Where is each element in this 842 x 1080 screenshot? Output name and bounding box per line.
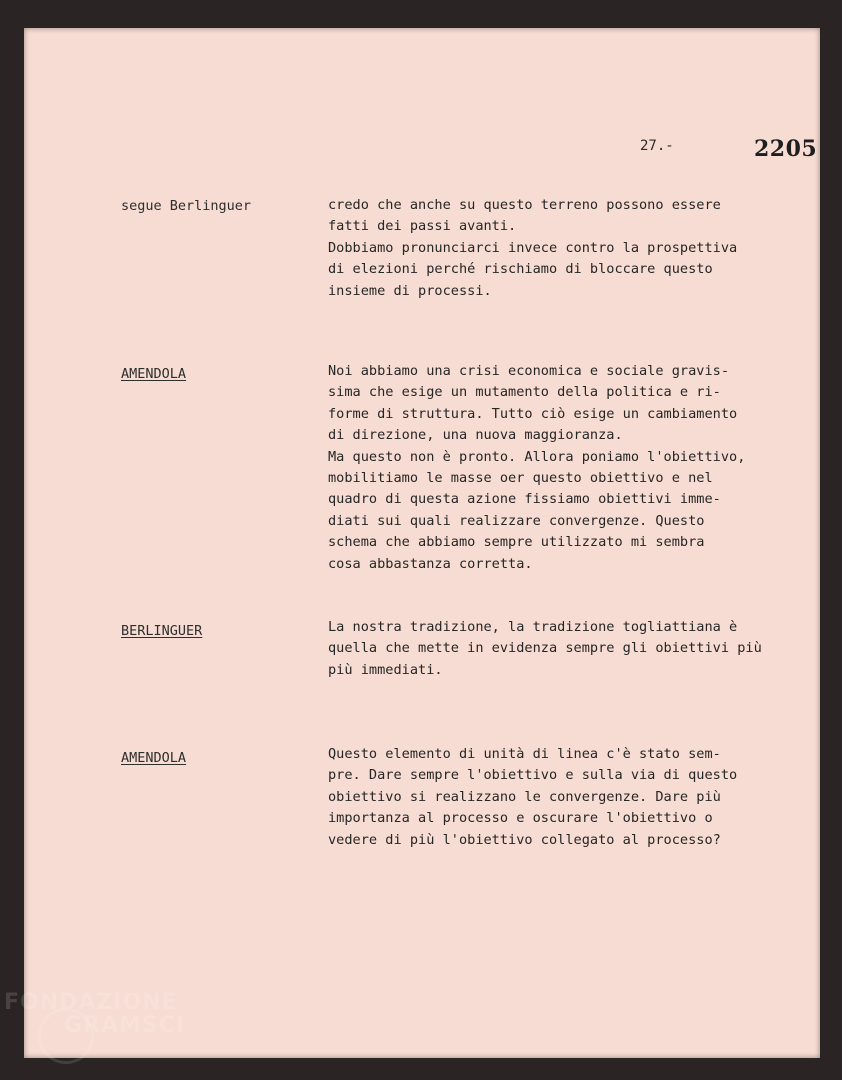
- speech-line: pre. Dare sempre l'obiettivo e sulla via di questo: [328, 767, 738, 784]
- document-page: [24, 28, 820, 1058]
- page-number: 27.-: [640, 138, 674, 154]
- speech-line: vedere di più l'obiettivo collegato al processo?: [328, 831, 721, 848]
- speech-line: importanza al processo e oscurare l'obiettivo o: [328, 810, 713, 827]
- speech-line: mobilitiamo le masse oer questo obiettivo e nel: [328, 470, 713, 487]
- speech-line: fatti dei passi avanti.: [328, 218, 517, 235]
- watermark-logo-icon: [38, 1008, 94, 1064]
- speech-line: obiettivo si realizzano le convergenze. Dare più: [328, 788, 721, 805]
- speech-line: più immediati.: [328, 661, 443, 678]
- archive-watermark: [4, 990, 185, 1038]
- speaker-label: AMENDOLA: [121, 750, 187, 766]
- speaker-label: segue Berlinguer: [121, 198, 252, 214]
- speech-line: forme di struttura. Tutto ciò esige un cambiamento: [328, 405, 738, 422]
- speech-line: Ma questo non è pronto. Allora poniamo l'obiettivo,: [328, 448, 746, 465]
- speech-line: insieme di processi.: [328, 282, 492, 299]
- speech-line: La nostra tradizione, la tradizione togliattiana è: [328, 619, 738, 635]
- speech-line: schema che abbiamo sempre utilizzato mi sembra: [328, 534, 705, 551]
- speech-block: [328, 195, 828, 302]
- speech-block: [328, 744, 828, 851]
- speech-block: [328, 361, 828, 575]
- speech-line: Dobbiamo pronunciarci invece contro la prospettiva: [328, 239, 738, 256]
- speech-line: cosa abbastanza corretta.: [328, 555, 533, 572]
- speech-line: quella che mette in evidenza sempre gli obiettivi più: [328, 640, 762, 657]
- watermark-line-2: GRAMSCI: [64, 1013, 186, 1038]
- watermark-line-1: FONDAZIONE: [4, 990, 178, 1015]
- speech-line: Noi abbiamo una crisi economica e sociale gravis-: [328, 363, 730, 379]
- speech-line: credo che anche su questo terreno possono essere: [328, 197, 721, 213]
- speech-block: [328, 617, 828, 681]
- speech-line: Questo elemento di unità di linea c'è stato sem-: [328, 746, 721, 762]
- speaker-label: BERLINGUER: [121, 623, 203, 639]
- speech-line: di elezioni perché rischiamo di bloccare questo: [328, 261, 713, 278]
- speech-line: diati sui quali realizzare convergenze. Questo: [328, 512, 705, 529]
- speech-line: di direzione, una nuova maggioranza.: [328, 427, 623, 444]
- archive-number: 2205: [754, 136, 818, 162]
- speaker-label: AMENDOLA: [121, 366, 187, 382]
- speech-line: sima che esige un mutamento della politica e ri-: [328, 384, 721, 401]
- speech-line: quadro di questa azione fissiamo obiettivi imme-: [328, 491, 721, 508]
